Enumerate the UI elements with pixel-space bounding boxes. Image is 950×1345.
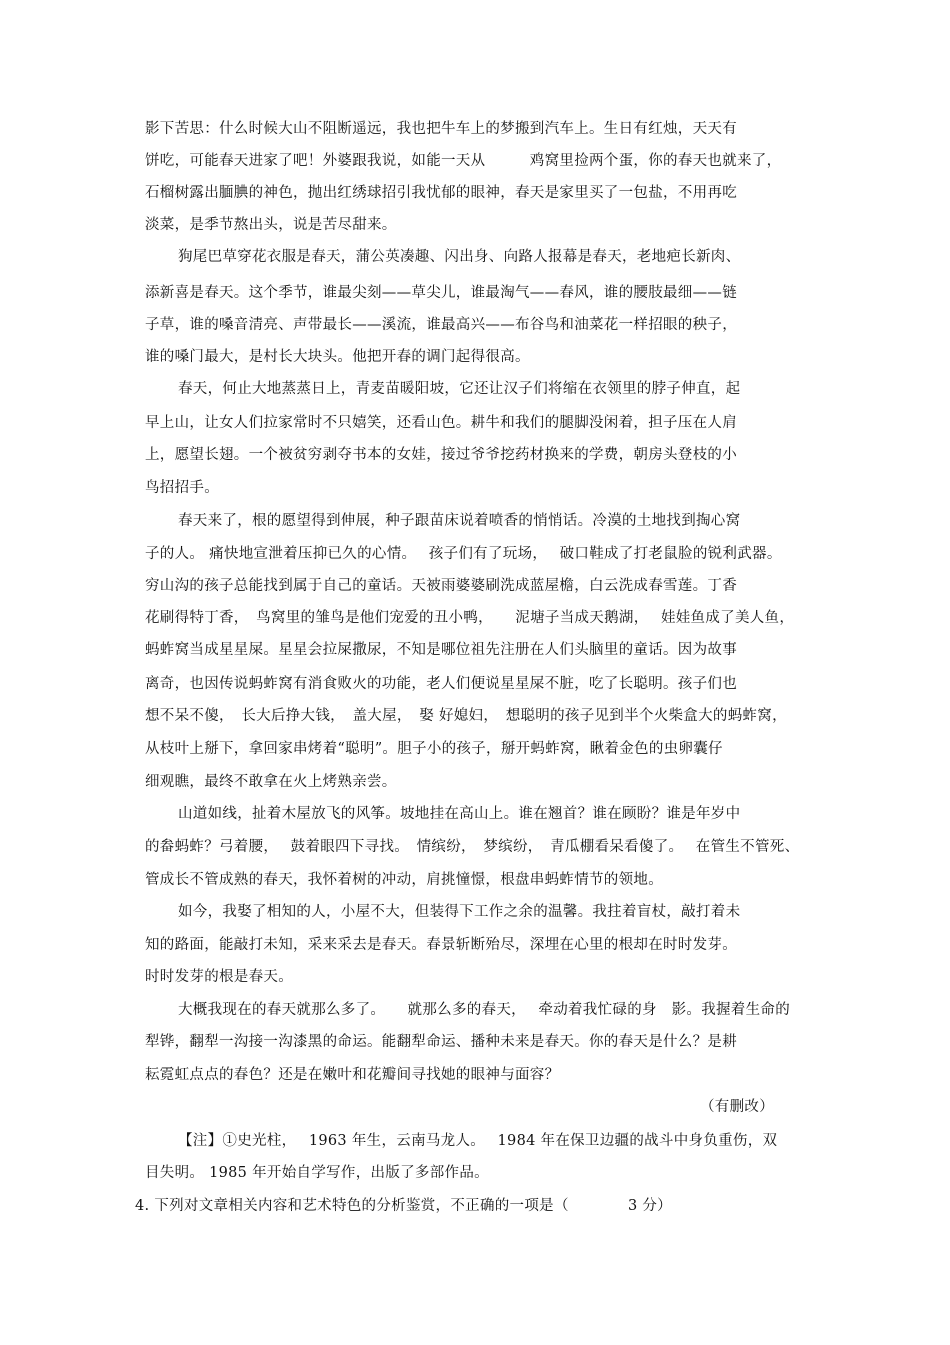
paragraph-start: 狗尾巴草穿花衣服是春天，蒲公英凑趣、闪出身、向路人报幕是春天，老地疤长新肉、 (178, 249, 741, 265)
paragraph-start: 春天来了，根的愿望得到伸展，种子跟苗床说着喷香的悄悄话。冷漠的土地找到掏心窝 (178, 513, 741, 529)
paragraph-start: 如今，我娶了相知的人，小屋不大，但装得下工作之余的温馨。我拄着盲杖，敲打着未 (178, 904, 741, 920)
text-line: 石榴树露出腼腆的神色，抛出红绣球招引我忧郁的眼神，春天是家里买了一包盐，不用再吃 (145, 185, 737, 201)
text-line: 饼吃，可能春天进家了吧！外婆跟我说，如能一天从 鸡窝里捡两个蛋，你的春天也就来了， (145, 153, 782, 169)
text-line: 从枝叶上掰下，拿回家串烤着“聪明”。胆子小的孩子，掰开蚂蚱窝，瞅着金色的虫卵囊仔 (145, 741, 723, 757)
text-line: 子草，谁的嗓音清亮、声带最长——溪流，谁最高兴——布谷鸟和油菜花一样招眼的秧子， (145, 317, 737, 333)
text-line: 知的路面，能敲打未知，采来采去是春天。春景斩断殆尽，深埋在心里的根却在时时发芽。 (145, 937, 737, 953)
text-line: 鸟招招手。 (145, 480, 219, 496)
text-line: 早上山，让女人们拉家常时不只嬉笑，还看山色。耕牛和我们的腿脚没闲着，担子压在人肩 (145, 415, 737, 431)
text-line: 淡菜，是季节熬出头，说是苦尽甜来。 (145, 217, 397, 233)
text-line: 花刷得特丁香， 鸟窝里的雏鸟是他们宠爱的丑小鸭， 泥塘子当成天鹅湖， 娃娃鱼成了美人鱼， (145, 610, 795, 626)
text-line: 穷山沟的孩子总能找到属于自己的童话。天被雨婆婆刷洗成蓝屋檐，白云洗成春雪莲。丁香 (145, 578, 737, 594)
text-line: 犁铧，翻犁一沟接一沟漆黑的命运。能翻犁命运、播种未来是春天。你的春天是什么？是耕 (145, 1034, 737, 1050)
paragraph-start: 大概我现在的春天就那么多了。 就那么多的春天， 牵动着我忙碌的身 影。我握着生命的 (178, 1002, 791, 1018)
text-line: 离奇，也因传说蚂蚱窝有消食败火的功能，老人们便说星星屎不脏，吃了长聪明。孩子们也 (145, 676, 737, 692)
text-line: 添新喜是春天。这个季节，谁最尖刻——草尖儿，谁最淘气——春风，谁的腰肢最细——链 (145, 285, 737, 301)
footnote-continued: 目失明。 1985 年开始自学写作，出版了多部作品。 (145, 1165, 489, 1181)
text-line: 子的人。 痛快地宣泄着压抑已久的心情。 孩子们有了玩场， 破口鞋成了打老鼠脸的锐利武器。 (145, 546, 782, 562)
paragraph-start: 春天，何止大地蒸蒸日上，青麦苗暖阳坡，它还让汉子们将缩在衣领里的脖子伸直，起 (178, 381, 741, 397)
text-line: 耘霓虹点点的春色？还是在嫩叶和花瓣间寻找她的眼神与面容？ (145, 1067, 560, 1083)
text-line: 时时发芽的根是春天。 (145, 969, 293, 985)
text-line: 细观瞧，最终不敢拿在火上烤熟亲尝。 (145, 774, 397, 790)
question-4: 4. 下列对文章相关内容和艺术特色的分析鉴赏，不正确的一项是（ 3 分） (135, 1198, 672, 1214)
paragraph-start: 山道如线，扯着木屋放飞的风筝。坡地挂在高山上。谁在翘首？谁在顾盼？谁是年岁中 (178, 806, 741, 822)
text-line: 想不呆不傻， 长大后挣大钱， 盖大屋， 娶 好媳妇， 想聪明的孩子见到半个火柴盒大的蚂蚱窝， (145, 708, 787, 724)
text-line: 影下苦思：什么时候大山不阻断遥远，我也把牛车上的梦搬到汽车上。生日有红烛，天天有 (145, 121, 737, 137)
text-line: 蚂蚱窝当成星星屎。星星会拉屎撒尿，不知是哪位祖先注册在人们头脑里的童话。因为故事 (145, 642, 737, 658)
edit-note: （有删改） (700, 1099, 774, 1115)
text-line: 管成长不管成熟的春天，我怀着树的冲动，肩挑憧憬，根盘串蚂蚱情节的领地。 (145, 872, 663, 888)
footnote: 【注】①史光柱， 1963 年生，云南马龙人。 1984 年在保卫边疆的战斗中身负重伤，双 (178, 1133, 778, 1149)
text-line: 的畚蚂蚱？弓着腰， 鼓着眼四下寻找。 情缤纷， 梦缤纷， 青瓜棚看呆看傻了。 在管生不管死、 (145, 839, 800, 855)
text-line: 谁的嗓门最大，是村长大块头。他把开春的调门起得很高。 (145, 349, 530, 365)
text-line: 上，愿望长翅。一个被贫穷剥夺书本的女娃，接过爷爷挖药材换来的学费，朝房头登枝的小 (145, 447, 737, 463)
